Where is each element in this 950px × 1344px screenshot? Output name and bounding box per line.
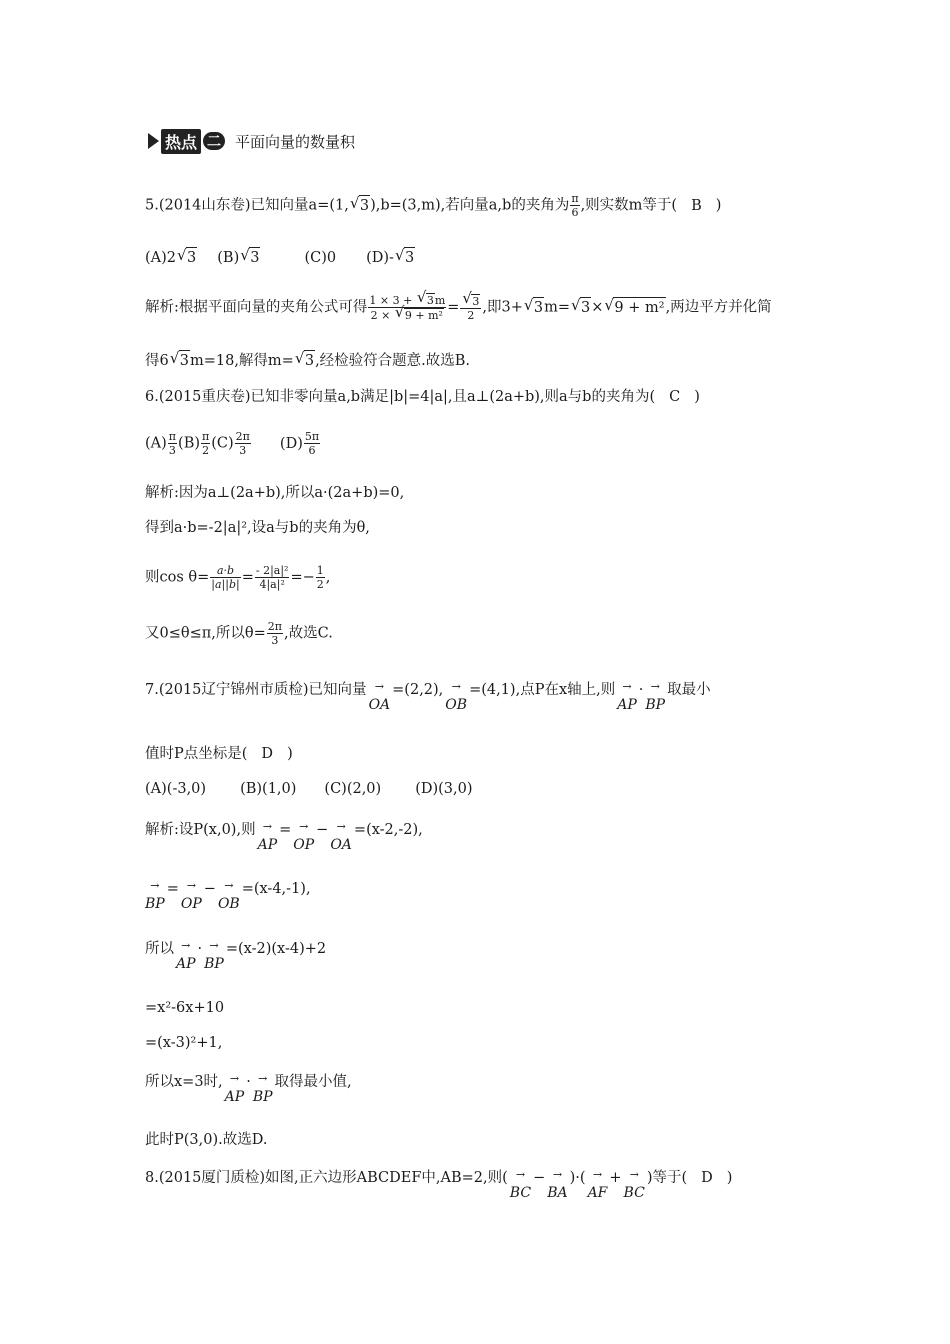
q7-answer: D (261, 746, 274, 762)
play-triangle-icon (148, 133, 159, 149)
q7-solution-2: → BP = → OP − → OB =(x-4,-1), (145, 879, 311, 912)
q8-answer: D (701, 1170, 713, 1186)
q5-stem: 5.(2014山东卷)已知向量a=(1,√ 3),b=(3,m),若向量a,b的夹角为 $\frac{\pi}{6}$ ,则实数m等于( B ) (145, 192, 721, 219)
q5-options: (A)2√ 3 (B)√ 3 (C)0 (D)-√ 3 (145, 247, 415, 268)
q6-options: (A) $\frac{\pi}{3}$ (B) $\frac{\pi}{2}$ (C) $\frac{2\pi}{3}$ (D) $\frac{5\pi}{6}$ (145, 430, 320, 457)
q6-solution-1: 解析:因为a⊥(2a+b),所以a·(2a+b)=0, (145, 485, 405, 501)
q7-solution-3: 所以 → AP · → BP =(x-2)(x-4)+2 (145, 939, 327, 972)
q6-solution-4: 又0≤θ≤π,所以θ= $\frac{2\pi}{3}$ ,故选C. (145, 620, 333, 647)
q8-stem: 8.(2015厦门质检)如图,正六边形ABCDEF中,AB=2,则( → BC − → BA )·( → AF + → BC )等于( D ) (145, 1168, 733, 1201)
q6-solution-3: 则cos θ= $\frac{a\cdot b}{|a||b|}$ = $\frac{\text{- 2|a|²}}{\text{4|a|²}}$ =− $\frac{1}{2}$ , (145, 564, 331, 591)
section-heading (148, 130, 355, 152)
q7-solution-1: 解析:设P(x,0),则 → AP = → OP − → OA =(x-2,-2), (145, 820, 423, 853)
hotspot-number-badge: 二 (203, 132, 225, 150)
q6-answer: C (669, 389, 681, 405)
q7-stem: 7.(2015辽宁锦州市质检)已知向量 → OA =(2,2), → OB =(4,1),点P在x轴上,则 → AP · → BP 取最小 (145, 680, 711, 713)
q6-stem: 6.(2015重庆卷)已知非零向量a,b满足|b|=4|a|,且a⊥(2a+b),则a与b的夹角为( C ) (145, 389, 700, 405)
q5-solution-1: 解析:根据平面向量的夹角公式可得 $\frac{1 \times 3 + √ 3m}{\text{2 × √ 9 + m²}}$ = √ $\frac{3}{2}$ ,即3+√ 3m=√ 3×√ 9 + m²,两边平方并化简 (145, 293, 772, 322)
q6-solution-2: 得到a·b=-2|a|²,设a与b的夹角为θ, (145, 520, 370, 536)
q7-solution-4: =x²-6x+10 (145, 1000, 225, 1016)
q7-solution-5: =(x-3)²+1, (145, 1035, 223, 1051)
q5-answer: B (691, 197, 702, 214)
section-title: 平面向量的数量积 (235, 132, 356, 151)
q7-stem-2: 值时P点坐标是( D ) (145, 746, 293, 762)
q7-solution-6: 所以x=3时, → AP · → BP 取得最小值, (145, 1072, 352, 1105)
hotspot-badge: 热点 (161, 129, 201, 154)
q7-options: (A)(-3,0) (B)(1,0) (C)(2,0) (D)(3,0) (145, 781, 473, 797)
q7-solution-7: 此时P(3,0).故选D. (145, 1132, 268, 1148)
q5-solution-2: 得6√ 3m=18,解得m=√ 3,经检验符合题意.故选B. (145, 350, 470, 371)
